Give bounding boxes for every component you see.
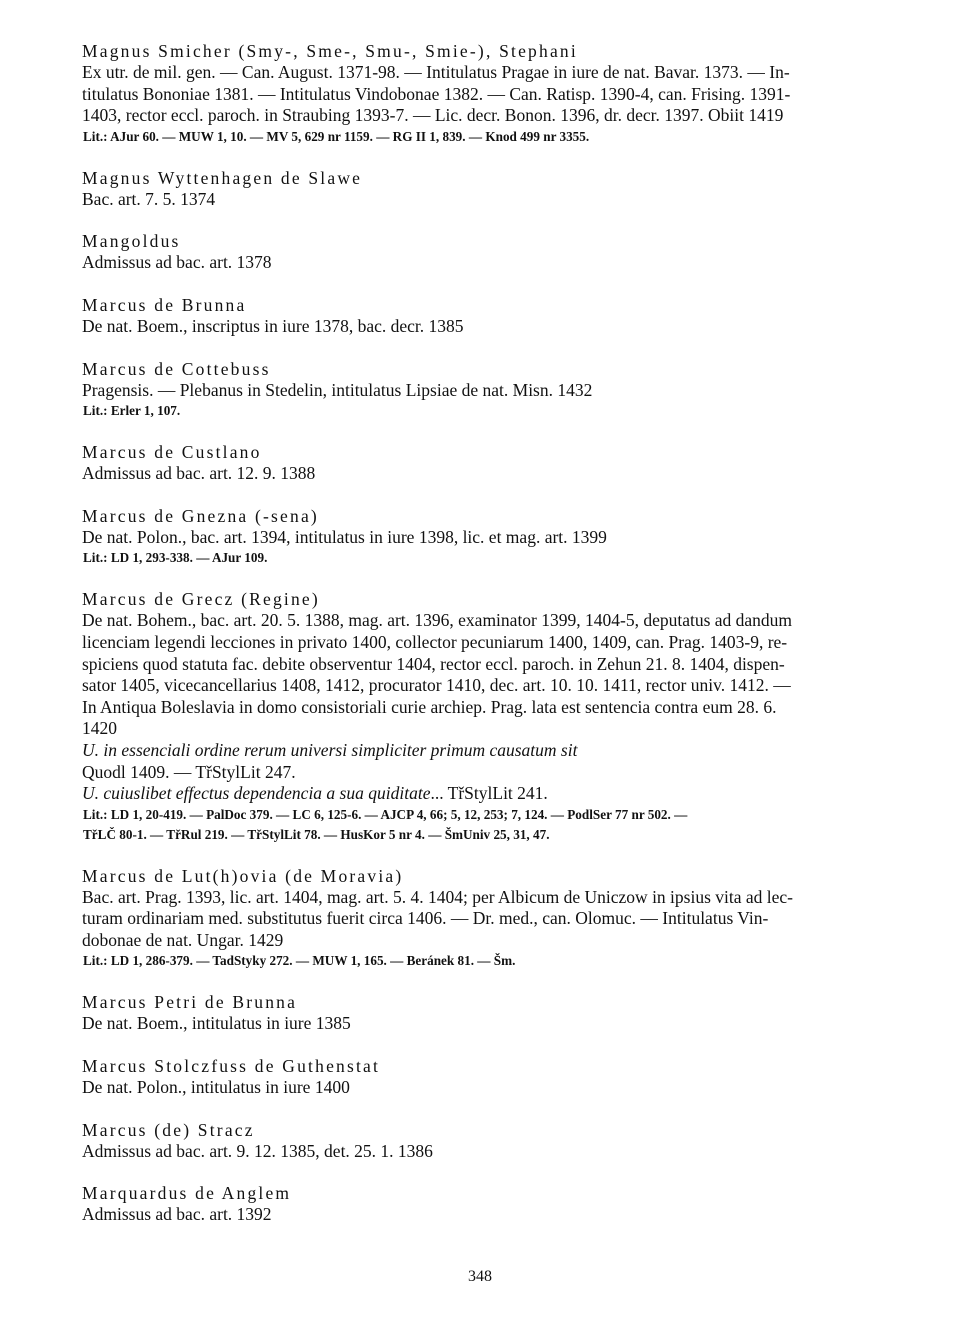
- entry-line: Bac. art. Prag. 1393, lic. art. 1404, mag. art. 5. 4. 1404; per Albicum de Uniczow in ipsius vita ad lec-: [82, 886, 794, 907]
- entry-headword: Marcus Petri de Brunna: [82, 992, 298, 1013]
- entry-line: spiciens quod statuta fac. debite observentur 1404, rector eccl. paroch. in Zehun 21. 8. 1404, dispen-: [82, 653, 785, 674]
- work-reference: ... TřStylLit 241.: [430, 783, 548, 804]
- entry-line: Quodl 1409. — TřStylLit 247.: [82, 761, 296, 782]
- work-title: U. in essenciali ordine rerum universi simpliciter primum causatum sit: [82, 739, 578, 760]
- entry-line: [82, 783, 892, 805]
- entry: [82, 230, 892, 274]
- entry-headword: Marcus de Cottebuss: [82, 358, 271, 379]
- entry-line: De nat. Polon., intitulatus in iure 1400: [82, 1077, 350, 1098]
- entry-line: [82, 740, 892, 762]
- entry-headword: Marcus Stolczfuss de Guthenstat: [82, 1056, 381, 1077]
- entry-line: 1403, rector eccl. paroch. in Straubing 1393-7. — Lic. decr. Bonon. 1396, dr. decr. 1397. Obiit 1419: [82, 105, 784, 126]
- entry-headword: Marcus de Lut(h)ovia (de Moravia): [82, 865, 404, 886]
- entry-line: De nat. Bohem., bac. art. 20. 5. 1388, mag. art. 1396, examinator 1399, 1404-5, deputatus ad dandum: [82, 610, 793, 631]
- entry-line: licenciam legendi lecciones in privato 1400, collector pecuniarum 1400, 1409, can. Prag. 1403-9, re-: [82, 631, 788, 652]
- entry-line: De nat. Boem., intitulatus in iure 1385: [82, 1013, 351, 1034]
- entry-headword: Magnus Wyttenhagen de Slawe: [82, 167, 363, 188]
- entry-line: In Antiqua Boleslavia in domo consistoriali curie archiep. Prag. lata est sentencia contra eum 28. 6.: [82, 696, 777, 717]
- entry-line: titulatus Bononiae 1381. — Intitulatus Vindobonae 1382. — Can. Ratisp. 1390-4, can. Frising. 1391-: [82, 83, 791, 104]
- entry: [82, 991, 892, 1035]
- entry-headword: Mangoldus: [82, 231, 181, 252]
- entry-headword: Magnus Smicher (Smy-, Sme-, Smu-, Smie-), Stephani: [82, 41, 578, 61]
- entry-headword: Marcus de Custlano: [82, 442, 262, 463]
- literature-line: Lit.: Erler 1, 107.: [83, 403, 181, 419]
- entry: [82, 167, 892, 211]
- literature-line: Lit.: LD 1, 293-338. — AJur 109.: [83, 550, 268, 566]
- dictionary-page: [82, 40, 892, 1226]
- entry-line: Admissus ad bac. art. 12. 9. 1388: [82, 463, 316, 484]
- entry: [82, 1182, 892, 1226]
- entry: [82, 294, 892, 338]
- entry-line: sator 1405, vicecancellarius 1408, 1412, procurator 1410, dec. art. 10. 10. 1411, rector univ. 1412. —: [82, 675, 791, 696]
- entry: [82, 865, 892, 972]
- entry: [82, 358, 892, 422]
- entry-line: 1420: [82, 718, 117, 739]
- entry-headword: Marquardus de Anglem: [82, 1183, 292, 1204]
- entry: [82, 441, 892, 485]
- entry: [82, 505, 892, 569]
- entry-line: turam ordinariam med. substitutus fuerit circa 1406. — Dr. med., can. Olomuc. — Intitulatus Vin-: [82, 908, 769, 929]
- work-title: U. cuiuslibet effectus dependencia a sua quiditate: [82, 783, 431, 804]
- entry-line: De nat. Polon., bac. art. 1394, intitulatus in iure 1398, lic. et mag. art. 1399: [82, 526, 607, 547]
- page-number: 348: [468, 1268, 492, 1285]
- literature-line: Lit.: AJur 60. — MUW 1, 10. — MV 5, 629 nr 1159. — RG II 1, 839. — Knod 499 nr 3355.: [83, 128, 590, 144]
- entry-line: dobonae de nat. Ungar. 1429: [82, 929, 284, 950]
- entry: [82, 588, 892, 844]
- entry: [82, 1119, 892, 1163]
- entry: [82, 40, 892, 147]
- literature-line: Lit.: LD 1, 286-379. — TadStyky 272. — MUW 1, 165. — Beránek 81. — Šm.: [83, 953, 516, 969]
- entry-line: Admissus ad bac. art. 9. 12. 1385, det. 25. 1. 1386: [82, 1140, 433, 1161]
- entry-headword: Marcus de Brunna: [82, 294, 247, 315]
- entry-headword: Marcus (de) Stracz: [82, 1119, 255, 1140]
- literature-line: TřLČ 80-1. — TřRul 219. — TřStylLit 78. — HusKor 5 nr 4. — ŠmUniv 25, 31, 47.: [83, 826, 550, 842]
- entry-headword: Marcus de Gnezna (-sena): [82, 505, 319, 526]
- entry-line: Admissus ad bac. art. 1392: [82, 1204, 272, 1225]
- entry-line: De nat. Boem., inscriptus in iure 1378, bac. decr. 1385: [82, 315, 464, 336]
- entry-line: Ex utr. de mil. gen. — Can. August. 1371-98. — Intitulatus Pragae in iure de nat. Bavar. 1373. — In-: [82, 62, 790, 82]
- entry: [82, 1055, 892, 1099]
- entry-line: Pragensis. — Plebanus in Stedelin, intitulatus Lipsiae de nat. Misn. 1432: [82, 379, 593, 400]
- entry-headword: Marcus de Grecz (Regine): [82, 589, 320, 610]
- literature-line: Lit.: LD 1, 20-419. — PalDoc 379. — LC 6, 125-6. — AJCP 4, 66; 5, 12, 253; 7, 124. — PodlSer 77 nr 502. —: [83, 806, 688, 822]
- entry-line: Bac. art. 7. 5. 1374: [82, 188, 216, 209]
- entry-line: Admissus ad bac. art. 1378: [82, 252, 272, 273]
